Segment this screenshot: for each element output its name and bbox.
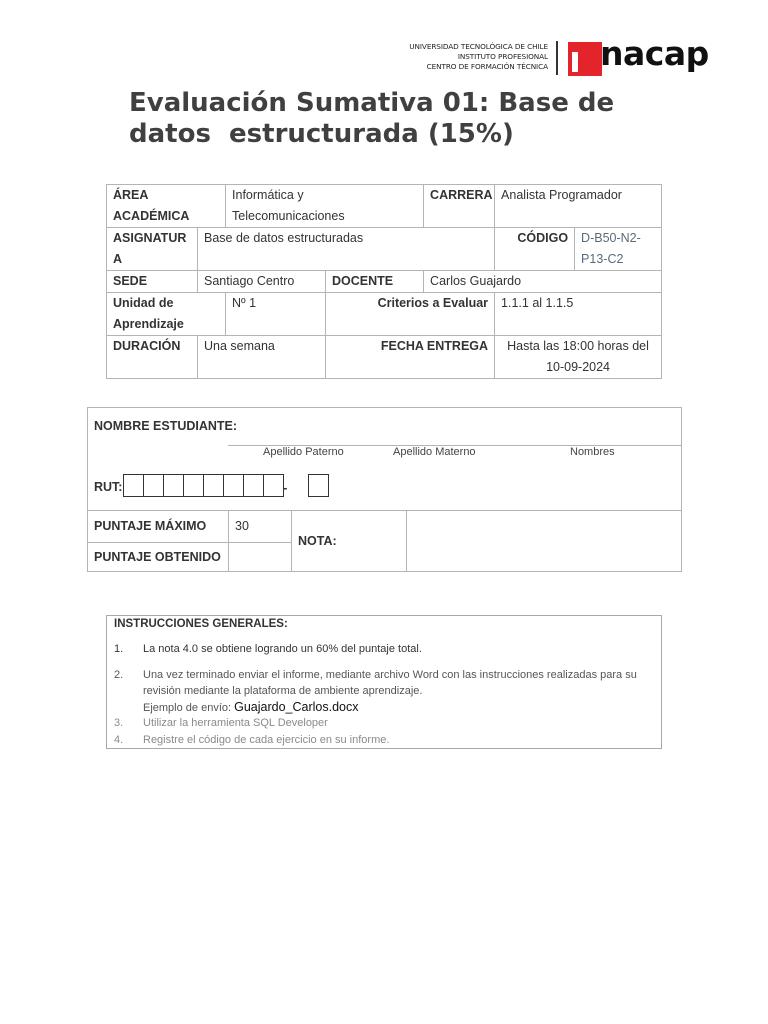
duracion-value: Una semana [198, 336, 326, 379]
rut-digit-box[interactable] [143, 474, 164, 497]
rut-label: RUT: [94, 480, 123, 494]
instruction-item [114, 732, 654, 748]
apellido-materno-label: Apellido Materno [393, 446, 476, 458]
puntaje-obtenido-label: PUNTAJE OBTENIDO [94, 550, 221, 564]
example-filename: Guajardo_Carlos.docx [234, 700, 359, 714]
institution-line: INSTITUTO PROFESIONAL [457, 52, 548, 61]
rut-digit-box[interactable] [263, 474, 284, 497]
institution-names [380, 42, 548, 72]
instruction-number: 1. [114, 643, 124, 655]
asignatura-label: ASIGNATURA [107, 228, 198, 271]
codigo-label: CÓDIGO [495, 228, 575, 271]
area-label: ÁREA ACADÉMICA [107, 185, 226, 228]
divider [88, 542, 291, 543]
example-label: Ejemplo de envío: [143, 702, 235, 714]
rut-check-digit-box[interactable] [308, 474, 329, 497]
instruction-text: Una vez terminado enviar el informe, mediante archivo Word con las instrucciones realizadas para su revisión mediante la plataforma de ambiente aprendizaje. [143, 669, 637, 697]
rut-digit-box[interactable] [223, 474, 244, 497]
sede-label: SEDE [107, 271, 198, 293]
criterios-label: Criterios a Evaluar [326, 293, 495, 336]
rut-dash: - [283, 480, 288, 495]
institution-line: UNIVERSIDAD TECNOLÓGICA DE CHILE [409, 42, 548, 51]
rut-digit-box[interactable] [203, 474, 224, 497]
instruction-text: Utilizar la herramienta SQL Developer [143, 717, 328, 729]
instruction-item [114, 715, 654, 731]
instructions-title: INSTRUCCIONES GENERALES: [114, 618, 288, 630]
student-name-label: NOMBRE ESTUDIANTE: [94, 419, 238, 433]
fecha-label: FECHA ENTREGA [326, 336, 495, 379]
instructions-box [106, 615, 662, 749]
codigo-value: D-B50-N2-P13-C2 [575, 228, 662, 271]
docente-value: Carlos Guajardo [424, 271, 662, 293]
page-title: Evaluación Sumativa 01: Base de datos estructurada (15%) [129, 88, 624, 149]
course-info-table [106, 184, 662, 379]
area-value: Informática y Telecomunicaciones [226, 185, 424, 228]
asignatura-value: Base de datos estructuradas [198, 228, 495, 271]
logo-wordmark: nacap [600, 34, 709, 73]
instruction-text: Registre el código de cada ejercicio en su informe. [143, 734, 390, 746]
criterios-value: 1.1.1 al 1.1.5 [495, 293, 662, 336]
divider [291, 510, 292, 571]
instruction-number: 2. [114, 669, 124, 681]
docente-label: DOCENTE [326, 271, 424, 293]
instruction-number: 4. [114, 734, 124, 746]
rut-digit-box[interactable] [163, 474, 184, 497]
apellido-paterno-label: Apellido Paterno [263, 446, 344, 458]
student-info-box [87, 407, 682, 572]
rut-digit-box[interactable] [183, 474, 204, 497]
carrera-label: CARRERA [424, 185, 495, 228]
unidad-label: Unidad de Aprendizaje [107, 293, 226, 336]
instruction-item [114, 667, 654, 716]
rut-digit-box[interactable] [123, 474, 144, 497]
instruction-item [114, 641, 654, 657]
nota-field[interactable] [407, 511, 681, 571]
puntaje-maximo-label: PUNTAJE MÁXIMO [94, 519, 207, 533]
rut-input-cells[interactable] [124, 474, 284, 497]
nombres-label: Nombres [570, 446, 615, 458]
instruction-text: La nota 4.0 se obtiene logrando un 60% del puntaje total. [143, 643, 422, 655]
sede-value: Santiago Centro [198, 271, 326, 293]
instruction-example [143, 699, 654, 716]
nota-label: NOTA: [298, 534, 337, 548]
logo-separator [556, 41, 558, 75]
institution-line: CENTRO DE FORMACIÓN TÉCNICA [426, 62, 548, 71]
duracion-label: DURACIÓN [107, 336, 198, 379]
carrera-value: Analista Programador [495, 185, 662, 228]
fecha-value: Hasta las 18:00 horas del 10-09-2024 [495, 336, 662, 379]
unidad-value: Nº 1 [226, 293, 326, 336]
puntaje-obtenido-field[interactable] [229, 544, 290, 571]
puntaje-maximo-value: 30 [235, 519, 249, 533]
instruction-number: 3. [114, 717, 124, 729]
rut-digit-box[interactable] [243, 474, 264, 497]
